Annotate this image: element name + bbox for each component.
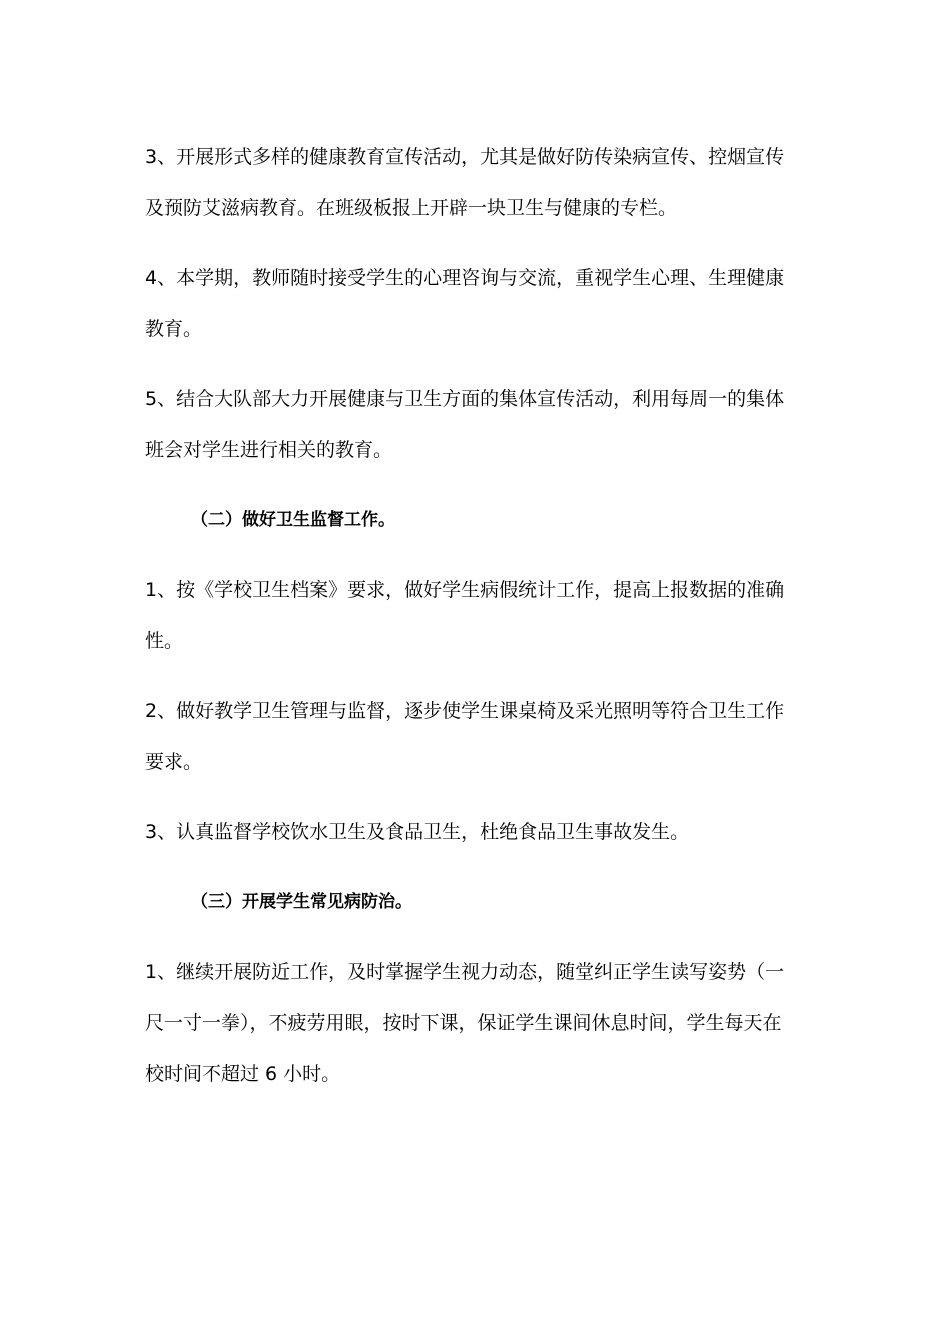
text-line: 1、按《学校卫生档案》要求，做好学生病假统计工作，提高上报数据的准确: [145, 579, 785, 601]
paragraph-psychological-counseling: [145, 253, 810, 355]
text-line: 班会对学生进行相关的教育。: [145, 439, 393, 461]
text-line: 2、做好教学卫生管理与监督，逐步使学生课桌椅及采光照明等符合卫生工作: [145, 700, 785, 722]
section-heading-hygiene-supervision: （二）做好卫生监督工作。: [191, 510, 395, 530]
text-line: 1、继续开展防近工作，及时掌握学生视力动态，随堂纠正学生读写姿势（一: [145, 961, 785, 983]
text-line: 尺一寸一拳），不疲劳用眼，按时下课，保证学生课间休息时间，学生每天在: [145, 1012, 782, 1034]
text-line: 性。: [145, 630, 184, 652]
text-line: 要求。: [145, 751, 203, 773]
paragraph-teaching-hygiene: [145, 686, 810, 788]
paragraph-sick-leave-statistics: [145, 565, 810, 667]
paragraph-health-education-publicity: [145, 132, 810, 234]
text-line: 4、本学期，教师随时接受学生的心理咨询与交流，重视学生心理、生理健康: [145, 267, 785, 289]
text-line: 3、开展形式多样的健康教育宣传活动，尤其是做好防传染病宣传、控烟宣传: [145, 146, 785, 168]
text-line: 及预防艾滋病教育。在班级板报上开辟一块卫生与健康的专栏。: [145, 197, 678, 219]
section-heading-disease-prevention: （三）开展学生常见病防治。: [191, 892, 412, 912]
paragraph-myopia-prevention: [145, 947, 810, 1100]
document-page: [145, 132, 810, 1119]
text-line: 教育。: [145, 318, 203, 340]
text-line: 3、认真监督学校饮水卫生及食品卫生，杜绝食品卫生事故发生。: [145, 821, 690, 843]
paragraph-food-water-hygiene: [145, 807, 810, 858]
text-line: 5、结合大队部大力开展健康与卫生方面的集体宣传活动，利用每周一的集体: [145, 388, 785, 410]
paragraph-collective-publicity: [145, 374, 810, 476]
text-line: 校时间不超过 6 小时。: [145, 1063, 341, 1085]
